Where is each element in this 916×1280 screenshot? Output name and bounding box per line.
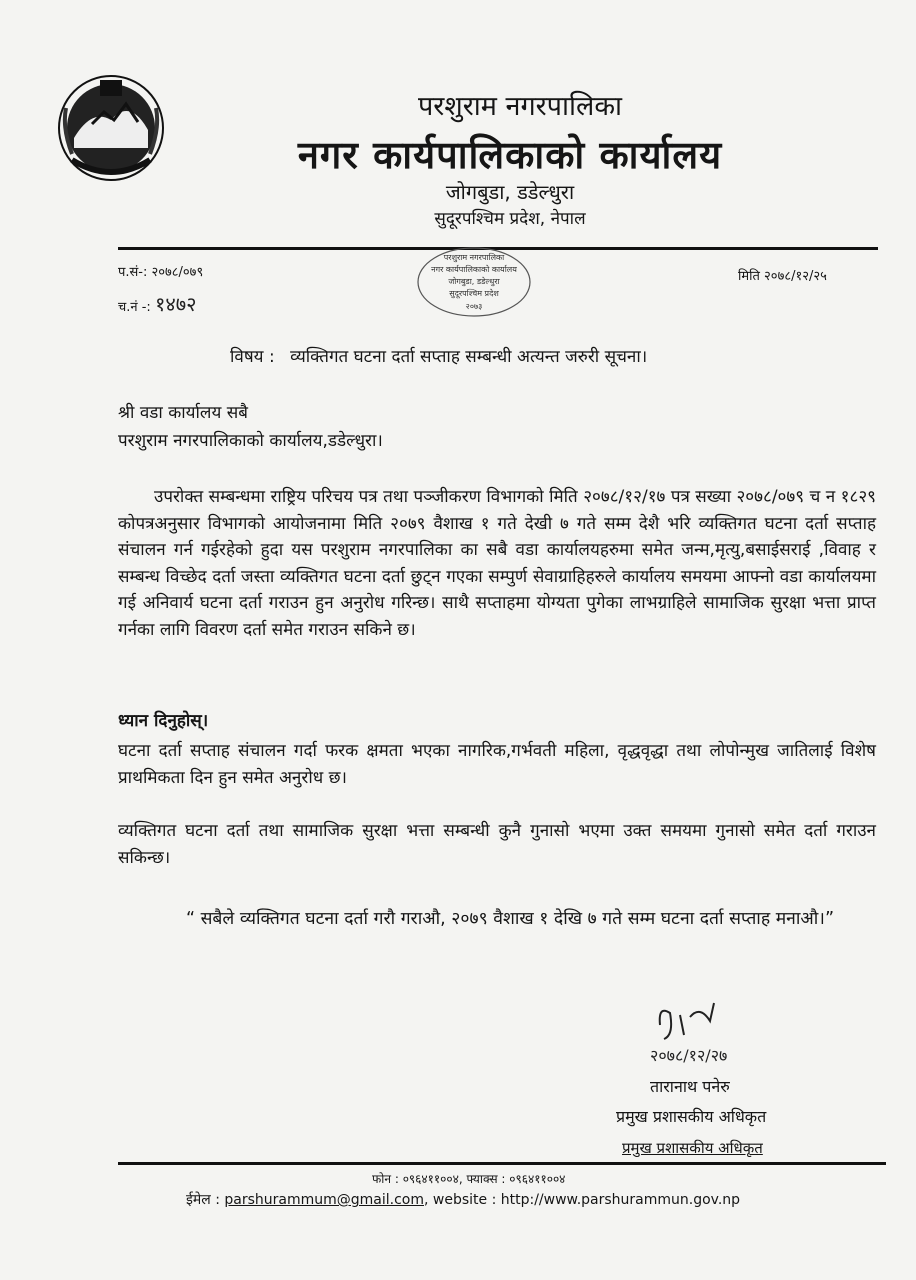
office-stamp: [415, 246, 533, 318]
stamp-line-1: परशुराम नगरपालिका: [443, 253, 505, 262]
footer-phone-fax: फोन : ०९६४११००४, फ्याक्स : ०९६४११००४: [372, 1172, 566, 1186]
subject-line: [230, 344, 790, 367]
body-paragraph-3: व्यक्तिगत घटना दर्ता तथा सामाजिक सुरक्षा भत्ता सम्बन्धी कुनै गुनासो भएमा उक्त समयमा गुनासो समेत दर्ता गराउन सकिन्छ।: [118, 821, 876, 868]
body-paragraph-2: घटना दर्ता सप्ताह संचालन गर्दा फरक क्षमता भएका नागरिक,गर्भवती महिला, वृद्धवृद्धा तथा लोपोन्मुख जातिलाई विशेष प्राथमिकता दिन हुन समेत अनुरोध छ।: [118, 741, 876, 788]
footer-contact: [186, 1190, 740, 1209]
attention-heading: ध्यान दिनुहोस्।: [118, 711, 209, 731]
signatory-stamp-title: प्रमुख प्रशासकीय अधिकृत: [622, 1139, 763, 1157]
signatory-title: प्रमुख प्रशासकीय अधिकृत: [616, 1107, 767, 1126]
dispatch-number-label: च.नं -:: [118, 300, 151, 315]
stamp-line-4: सुदूरपश्चिम प्रदेश: [449, 289, 499, 298]
dispatch-number: १४७२: [154, 292, 197, 316]
footer-website[interactable]: , website : http://www.parshurammun.gov.np: [423, 1192, 741, 1208]
letter-date: मिति २०७८/१२/२५: [738, 269, 827, 284]
stamp-line-5: २०७३: [465, 302, 483, 311]
dispatch-number-row: [118, 290, 197, 317]
municipality-name: परशुराम नगरपालिका: [417, 91, 623, 122]
campaign-quote: “ सबैले व्यक्तिगत घटना दर्ता गरौ गराऔ, २०७९ वैशाख १ देखि ७ गते सम्म घटना दर्ता सप्ताह मनाऔ।”: [185, 909, 835, 929]
address-line-2: सुदूरपश्चिम प्रदेश, नेपाल: [434, 209, 586, 229]
subject-text: व्यक्तिगत घटना दर्ता सप्ताह सम्बन्धी अत्यन्त जरुरी सूचना।: [290, 347, 648, 367]
reference-number: प.सं-: २०७८/०७९: [118, 265, 204, 280]
stamp-line-2: नगर कार्यपालिकाको कार्यालय: [431, 265, 517, 274]
body-paragraph-1-text: उपरोक्त सम्बन्धमा राष्ट्रिय परिचय पत्र तथा पञ्जीकरण विभागको मिति २०७८/१२/१७ पत्र सख्या २०७८/०७९ च न १८२९ कोपत्रअनुसार विभागको आयोजनामा मिति २०७९ वैशाख १ गते देखी ७ गते सम्म देशै भरि व्यक्तिगत घटना दर्ता सप्ताह संचालन गर्न गईरहेको हुदा यस परशुराम नगरपालिका का सबै वडा कार्यालयहरुमा समेत जन्म,मृत्यु,बसाईसराई ,विवाह र सम्बन्ध विच्छेद दर्ता जस्ता व्यक्तिगत घटना दर्ता छुट्न गएका सम्पुर्ण सेवाग्राहिहरुले कार्यालय समयमा आफ्नो वडा कार्यालयमा गई अनिवार्य घटना दर्ता गराउन हुन अनुरोध गरिन्छ। साथै सप्ताहमा योग्यता पुगेका लाभग्राहिले सामाजिक सुरक्षा भत्ता प्राप्त गर्नका लागि विवरण दर्ता समेत गराउन सकिने छ।: [118, 487, 876, 640]
signatory-name: तारानाथ पनेरु: [650, 1077, 730, 1096]
recipient-line-1: श्री वडा कार्यालय सबै: [118, 403, 248, 423]
body-paragraph-1: [118, 484, 876, 643]
footer-divider: [118, 1162, 886, 1165]
stamp-line-3: जोगबुडा, डडेल्धुरा: [448, 277, 500, 286]
recipient-line-2: परशुराम नगरपालिकाको कार्यालय,डडेल्धुरा।: [118, 431, 383, 451]
nepal-emblem-logo: [52, 68, 170, 184]
footer-email-label: ईमेल :: [186, 1192, 220, 1208]
address-line-1: जोगबुडा, डडेल्धुरा: [445, 180, 575, 204]
subject-label: विषय :: [230, 347, 275, 367]
office-title: नगर कार्यपालिकाको कार्यालय: [297, 133, 723, 177]
footer-email-link[interactable]: parshurammum@gmail.com: [224, 1192, 424, 1208]
signature-date: २०७८/१२/२७: [650, 1046, 728, 1065]
